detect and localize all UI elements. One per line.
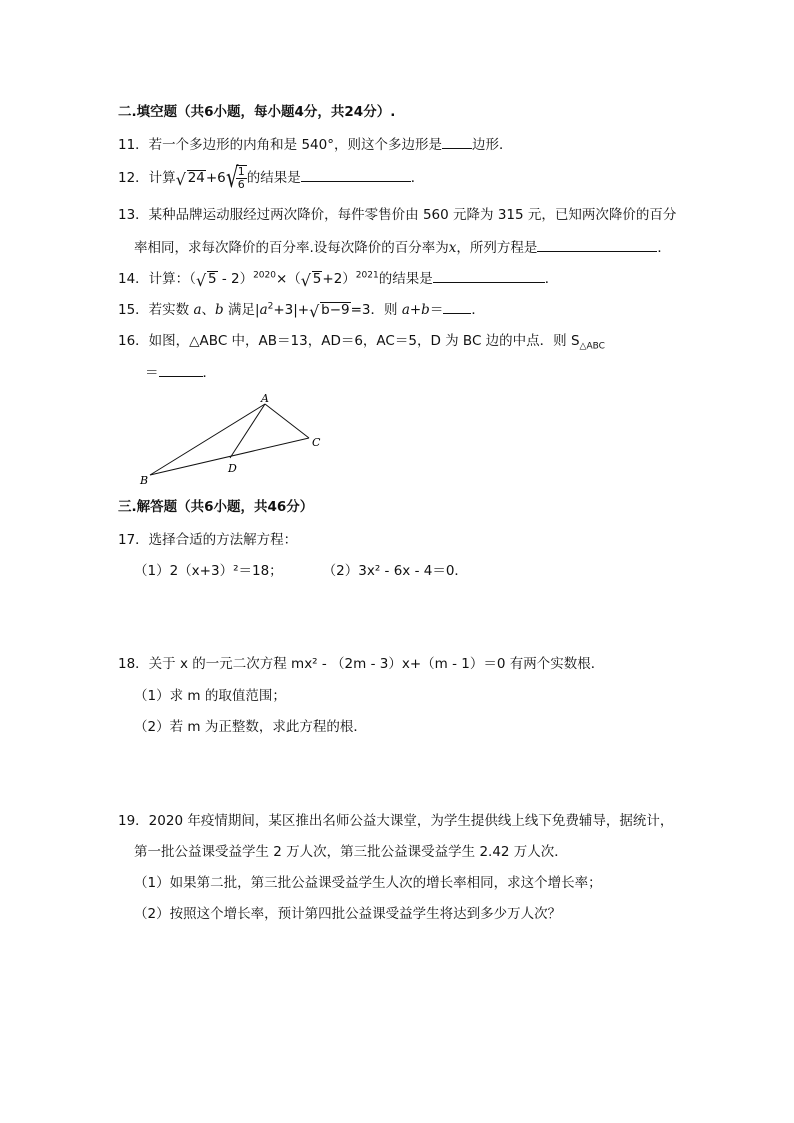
question-18-part2: （2）若 m 为正整数，求此方程的根． (134, 719, 367, 735)
segment-ac (265, 404, 309, 438)
question-17-stem: 17．选择合适的方法解方程： (118, 532, 298, 548)
section2-heading: 二.填空题（共6小题，每小题4分，共24分）. (118, 104, 396, 120)
question-14: 14．计算：（ √ 5 - 2）$^{2020}$×（ √ 5+2）$^{2021}$的结果是 ． (118, 268, 558, 289)
label-b: B (140, 474, 149, 487)
label-a: A (261, 392, 269, 405)
question-18-part1: （1）求 m 的取值范围； (134, 688, 286, 704)
question-19-part2: （2）按照这个增长率，预计第四批公益课受益学生将达到多少万人次？ (134, 906, 562, 922)
question-15: 15．若实数 a、b 满足$|a^2+3|+$ √ b−9=3．则 a+b＝ ． (118, 299, 485, 320)
label-c: C (312, 436, 321, 449)
question-11: 11．若一个多边形的内角和是 540°，则这个多边形是 边形． (118, 134, 513, 155)
question-18-stem: 18．关于 x 的一元二次方程 mx² - （2m - 3）x+（m - 1）＝0 有两个实数根． (118, 656, 605, 672)
sqrt-fraction: √ $\frac{1}{6}$ (225, 161, 245, 194)
question-16-line1: 16．如图，△ABC 中，AB＝13，AD＝6，AC＝5，D 为 BC 边的中点．则 $S_{\triangle ABC}$ (118, 333, 605, 352)
segment-ab (150, 404, 265, 475)
question-13-line2: 率相同，求每次降价的百分率.设每次降价的百分率为x，所列方程是 ． (134, 237, 671, 258)
question-16-line2: ＝ ． (145, 362, 216, 383)
question-19-line2: 第一批公益课受益学生 2 万人次，第三批公益课受益学生 2.42 万人次． (134, 844, 568, 860)
question-19-line1: 19．2020 年疫情期间，某区推出名师公益大课堂，为学生提供线上线下免费辅导，据统计， (118, 813, 674, 829)
label-d: D (228, 462, 237, 475)
question-12: 12．计算 √ 24+6 √ $\frac{1}{6}$ 的结果是 ． (118, 161, 425, 194)
sqrt-24: √ 24 (175, 170, 205, 189)
question-13-line1: 13．某种品牌运动服经过两次降价，每件零售价由 560 元降为 315 元，已知两次降价的百分 (118, 207, 677, 223)
question-17-parts: （1）2（x+3）²＝18； （2）3x² - 6x - 4＝0． (134, 563, 468, 579)
section3-heading: 三.解答题（共6小题，共46分） (118, 499, 314, 515)
question-19-part1: （1）如果第二批，第三批公益课受益学生人次的增长率相同，求这个增长率； (134, 875, 602, 891)
